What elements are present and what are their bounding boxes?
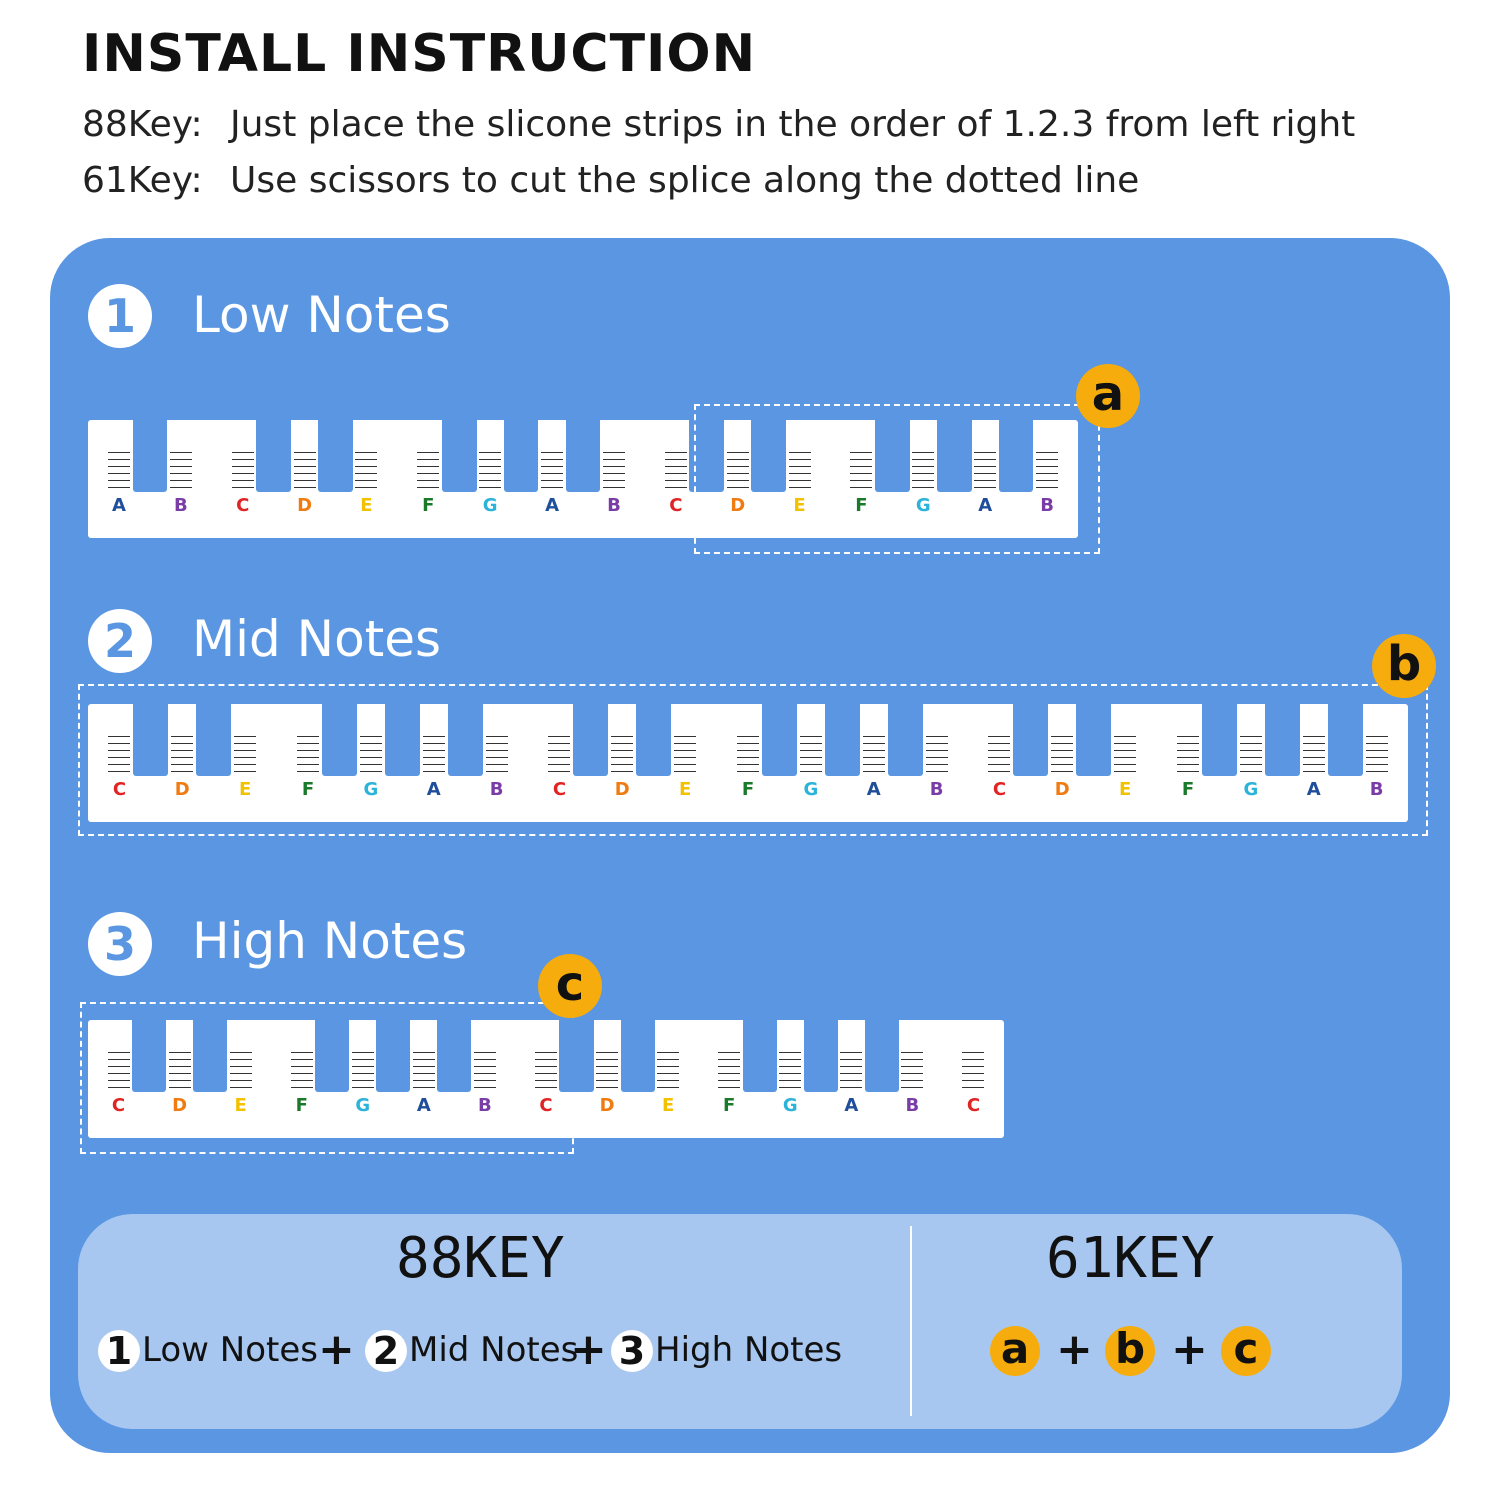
black-key-gap [573, 704, 608, 776]
note-label-d: D [297, 495, 313, 516]
black-key-gap [133, 704, 168, 776]
formula-badge-c: c [1221, 1326, 1271, 1376]
staff-icon [596, 1046, 618, 1088]
note-label-g: G [355, 1095, 371, 1116]
instruction-88key [82, 104, 1355, 145]
staff-icon [535, 1046, 557, 1088]
staff-icon [1114, 730, 1136, 772]
black-key-gap [621, 1020, 655, 1092]
formula-badge-a: a [990, 1326, 1040, 1376]
note-label-c: C [112, 779, 127, 800]
instruction-88key-label: 88Key: [82, 104, 203, 145]
note-label-f: F [741, 779, 755, 800]
note-label-e: E [238, 779, 252, 800]
badge-a: a [1076, 364, 1140, 428]
note-label-f: F [855, 495, 868, 516]
black-key-gap [442, 420, 477, 492]
black-key-gap [315, 1020, 349, 1092]
staff-icon [665, 446, 687, 488]
staff-icon [108, 1046, 130, 1088]
black-key-gap [825, 704, 860, 776]
note-label-c: C [992, 779, 1007, 800]
staff-icon [413, 1046, 435, 1088]
note-label-g: G [915, 495, 931, 516]
summary-box [78, 1214, 1402, 1429]
note-label-d: D [174, 779, 190, 800]
note-label-e: E [793, 495, 806, 516]
staff-icon [108, 730, 130, 772]
staff-icon [840, 1046, 862, 1088]
black-key-gap [132, 1020, 166, 1092]
black-key-gap [888, 704, 923, 776]
black-key-gap [865, 1020, 899, 1092]
mid-notes-strip [88, 704, 1408, 822]
summary-61key-heading: 61KEY [1046, 1226, 1215, 1291]
note-label-c: C [539, 1095, 553, 1116]
black-key-gap [133, 420, 168, 492]
staff-icon [779, 1046, 801, 1088]
staff-icon [360, 730, 382, 772]
note-label-c: C [552, 779, 567, 800]
note-label-d: D [599, 1095, 615, 1116]
note-label-a: A [844, 1095, 859, 1116]
note-label-e: E [234, 1095, 247, 1116]
note-label-g: G [803, 779, 819, 800]
instruction-61key-text: Use scissors to cut the splice along the dotted line [230, 160, 1140, 201]
staff-icon [230, 1046, 252, 1088]
section-title-low: Low Notes [192, 286, 451, 344]
note-label-b: B [1369, 779, 1384, 800]
note-label-a: A [416, 1095, 431, 1116]
staff-icon [171, 730, 193, 772]
staff-icon [737, 730, 759, 772]
instruction-panel [50, 238, 1450, 1453]
black-key-gap [437, 1020, 471, 1092]
black-key-gap [762, 704, 797, 776]
formula-plus-4: + [1171, 1324, 1208, 1375]
note-label-b: B [905, 1095, 920, 1116]
note-label-d: D [1054, 779, 1070, 800]
staff-icon [352, 1046, 374, 1088]
section-title-high: High Notes [192, 912, 468, 970]
formula-label-high: High Notes [655, 1330, 843, 1370]
black-key-gap [1265, 704, 1300, 776]
note-label-b: B [1040, 495, 1054, 516]
staff-icon [108, 446, 130, 488]
cut-line-a [694, 404, 1100, 554]
staff-icon [863, 730, 885, 772]
staff-icon [901, 1046, 923, 1088]
note-label-g: G [482, 495, 498, 516]
note-label-f: F [295, 1095, 308, 1116]
black-key-gap [322, 704, 357, 776]
staff-icon [291, 1046, 313, 1088]
page-title: INSTALL INSTRUCTION [82, 24, 757, 84]
note-label-b: B [489, 779, 504, 800]
note-label-a: A [111, 495, 126, 516]
black-key-gap [1013, 704, 1048, 776]
staff-icon [486, 730, 508, 772]
black-key-gap [743, 1020, 777, 1092]
staff-icon [611, 730, 633, 772]
staff-icon [657, 1046, 679, 1088]
note-label-c: C [111, 1095, 126, 1116]
black-key-gap [566, 420, 601, 492]
staff-icon [1366, 730, 1388, 772]
note-label-c: C [669, 495, 683, 516]
note-label-b: B [607, 495, 621, 516]
formula-label-mid: Mid Notes [409, 1330, 579, 1370]
note-label-f: F [422, 495, 435, 516]
note-label-d: D [730, 495, 746, 516]
staff-icon [479, 446, 501, 488]
formula-plus-2: + [570, 1324, 607, 1375]
section-number-2: 2 [88, 609, 152, 673]
staff-icon [603, 446, 625, 488]
formula-plus-1: + [318, 1324, 355, 1375]
note-label-g: G [1243, 779, 1259, 800]
black-key-gap [256, 420, 291, 492]
note-label-b: B [173, 495, 188, 516]
staff-icon [170, 446, 192, 488]
staff-icon [423, 730, 445, 772]
instruction-88key-text: Just place the slicone strips in the order of 1.2.3 from left right [230, 104, 1356, 145]
black-key-gap [448, 704, 483, 776]
note-label-b: B [929, 779, 944, 800]
summary-divider [910, 1226, 912, 1416]
summary-88key-heading: 88KEY [396, 1226, 565, 1291]
black-key-gap [804, 1020, 838, 1092]
staff-icon [169, 1046, 191, 1088]
note-label-d: D [614, 779, 630, 800]
note-label-e: E [678, 779, 692, 800]
black-key-gap [504, 420, 539, 492]
black-key-gap [1076, 704, 1111, 776]
high-notes-strip [88, 1020, 1004, 1138]
badge-c: c [538, 954, 602, 1018]
staff-icon [232, 446, 254, 488]
black-key-gap [193, 1020, 227, 1092]
black-key-gap [318, 420, 353, 492]
section-number-3: 3 [88, 912, 152, 976]
black-key-gap [1328, 704, 1363, 776]
black-key-gap [196, 704, 231, 776]
black-key-gap [559, 1020, 593, 1092]
formula-chip-2: 2 [365, 1330, 407, 1372]
staff-icon [541, 446, 563, 488]
note-label-g: G [782, 1095, 798, 1116]
section-number-1: 1 [88, 284, 152, 348]
formula-chip-1: 1 [98, 1330, 140, 1372]
staff-icon [800, 730, 822, 772]
note-label-c: C [236, 495, 250, 516]
note-label-b: B [478, 1095, 492, 1116]
staff-icon [926, 730, 948, 772]
note-label-f: F [1181, 779, 1195, 800]
note-label-a: A [866, 779, 881, 800]
formula-plus-3: + [1056, 1324, 1093, 1375]
note-label-d: D [172, 1095, 188, 1116]
note-label-g: G [363, 779, 379, 800]
formula-badge-b: b [1105, 1326, 1155, 1376]
staff-icon [548, 730, 570, 772]
black-key-gap [385, 704, 420, 776]
staff-icon [1303, 730, 1325, 772]
formula-chip-3: 3 [611, 1330, 653, 1372]
staff-icon [297, 730, 319, 772]
black-key-gap [636, 704, 671, 776]
formula-label-low: Low Notes [142, 1330, 318, 1370]
staff-icon [988, 730, 1010, 772]
note-label-a: A [545, 495, 560, 516]
note-label-e: E [1118, 779, 1132, 800]
staff-icon [294, 446, 316, 488]
note-label-e: E [360, 495, 373, 516]
note-label-f: F [723, 1095, 736, 1116]
staff-icon [674, 730, 696, 772]
badge-b: b [1372, 634, 1436, 698]
note-label-e: E [661, 1095, 675, 1116]
staff-icon [234, 730, 256, 772]
black-key-gap [1202, 704, 1237, 776]
staff-icon [474, 1046, 496, 1088]
staff-icon [1051, 730, 1073, 772]
section-title-mid: Mid Notes [192, 610, 442, 668]
staff-icon [355, 446, 377, 488]
instruction-61key [82, 160, 1139, 201]
note-label-a: A [978, 495, 993, 516]
black-key-gap [376, 1020, 410, 1092]
note-label-a: A [1306, 779, 1321, 800]
note-label-f: F [301, 779, 315, 800]
staff-icon [718, 1046, 740, 1088]
staff-icon [1177, 730, 1199, 772]
staff-icon [1240, 730, 1262, 772]
staff-icon [417, 446, 439, 488]
note-label-c: C [966, 1095, 981, 1116]
instruction-61key-label: 61Key: [82, 160, 203, 201]
note-label-a: A [426, 779, 441, 800]
staff-icon [962, 1046, 984, 1088]
